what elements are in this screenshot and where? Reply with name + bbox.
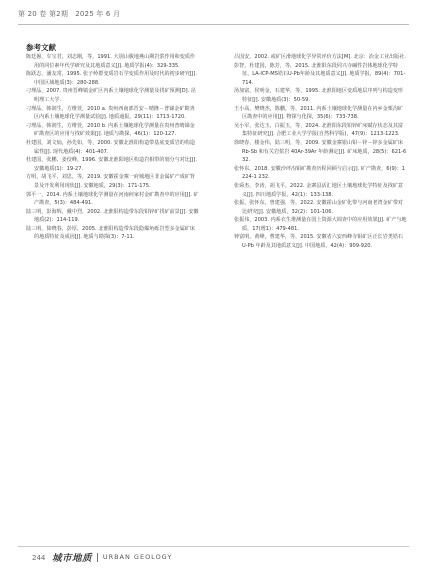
reference-entry: 刁理品，韩润生，方维萱，2010 b. 内系土壤地球化学测量在贵州普晴锑金矿勘查区的应用与找矿效果[J]. 地质与勘探，46(1)：120-127.: [26, 122, 195, 138]
reference-entry: 陆三明，徐晓春，彭厚，2005. 北淮阳构造带东段隐爆角砾岩型多金属矿床的地质特征及成因[J]. 地质与勘探(3)：7-11.: [26, 225, 196, 241]
page-number: 244: [32, 554, 46, 562]
reference-entry: 陈跃志，潘友常，1995. 张子岭群变质岩石学变质作用及时代的初步研究[J]. 中国区域地质(3)：280-288.: [26, 71, 198, 86]
page-header: [18, 8, 409, 25]
journal-brand: [52, 551, 172, 563]
reference-entry: 陈廷愚，车宝君，刘志刚，等，1991. 大别山腹地燕山期岩浆作用和变质作用的同位素年代学研究及其地质意义[J]. 地质学报(4)：329-335.: [26, 54, 196, 69]
reference-entry: 刁理品，韩润生，方维萱，2010 a. 贵州西南部晋安－晴隆－普锑金矿勘查区内系土壤地球化学测量试验[J]. 地质通报，29(11)：1713-1720.: [26, 105, 195, 121]
reference-entry: 汤加富，侯明金，石建华，等，1995. 北淮阳地区变质地层序列与构造变形特征[J]. 安徽地质(3)：50-59.: [234, 88, 404, 103]
journal-name-chinese: 城市地质: [52, 553, 93, 564]
references-right-column: [234, 53, 407, 251]
reference-entry: 王小高，樊晓杰，陈鹏，等，2011. 内系土壤地球化学测量在内乡金栗沟矿区勘查中的应用[J]. 物探与化探，35(6)：733-738.: [234, 105, 404, 121]
reference-entry: 吴小军，张达玉，白振玉，等，2024. 北淮阳东段铅锌矿床赋存状态及其富集特征研究[J]. 合肥工业大学学报(自然科学版)，47(9)：1213-1223.: [234, 122, 404, 138]
reference-entry: 彭智，杜建国，陈芳，等，2015. 北淮阳东段同兴寺碱性岩体地球化学特征、LA-ICP-MS锆石U-Pb年龄及其地质意义[J]. 地质学报，89(4)：701-714.: [234, 62, 406, 86]
reference-entry: 杜建国，刘文灿，孙先如，等，2000. 安徽北淮阳构造带基底变质岩的构造属性[J]. 现代地质(4)：401-407.: [26, 139, 196, 155]
reference-entry: 张怀东，2018. 安徽沙坪沟钼矿勘查历程回顾与启示[J]. 矿产勘查，6(9)：1224-1 232.: [234, 165, 406, 181]
reference-entry: 钟富明，黄峰，曹建华，等，2015. 安徽省六安西峰寺钼矿区正长岩类锆石 U-Pb 年龄及其地质意义[J]. 中国地质，42(4)：909-920.: [234, 234, 404, 250]
reference-entry: 吕国安，2002. 或矿区滑地球化学异常评价方法[M]. 北京：冶金工业出版社.: [234, 54, 407, 60]
brand-divider: [97, 553, 98, 562]
reference-entry: 刁理品，2007. 贵州晋峰镇金矿区内系土壤地球化学测量及找矿预测[D]. 昆明理工大学.: [26, 88, 196, 103]
references-left-column: [26, 53, 199, 242]
reference-entry: 方明，胡飞平，刘思，等，2019. 安徽霍金寨一府城地区非金属矿产成矿背景及开发利用现状[J]. 安徽地质，29(3)：171-175.: [26, 174, 196, 189]
journal-name-english: URBAN GEOLOGY: [102, 553, 173, 561]
references-heading: 参考文献: [26, 43, 56, 52]
reference-entry: 张舜杰，李涛，胡飞平，2022. 金寨县活汇地区土壤地球化学特征及找矿意义[J]. 四川地质学报，42(1)：133-138.: [234, 182, 404, 198]
reference-entry: 杜建国，张鹏，姜佼峰，1996. 安徽北淮阳地区构造岩相带的划分与对比[J]. 安徽地质(1)：19-27.: [26, 157, 198, 172]
journal-issue-info: 第 20 卷 第2期 2025 年 6 月: [18, 10, 121, 18]
reference-entry: 张振伟，2003. 内系衣生堆测量在国土资源大调查中的应用效果[J]. 矿产与地质，17(增1)：479-481.: [234, 217, 407, 232]
reference-entry: 郭平一，2014. 内系土壤地球化学测量在河南何家村金矿勘查中的应用[J]. 矿产勘查，5(3)：484-491.: [26, 191, 199, 207]
reference-entry: 陆三明，彭海辉，戴中烈，2002. 北淮阳构造带东段铅锌矿找矿前景[J]. 安徽地质(2)：114-119.: [26, 208, 199, 224]
reference-entry: 张振，张怀东，曾建强，等，2022. 安徽霍山金矿化带与河南老湾金矿带对比研究[J]. 安徽地质，32(2)：101-106.: [234, 200, 404, 215]
page-footer: [18, 546, 409, 567]
reference-entry: 徐晓春，楼金伟，陆三明，等，2009. 安徽金寨银山铅－锌－锌多金属矿床 Rb-Sb 和有关岩浆岩 40Ar-39Ar 年龄测定[J]. 矿床地质，28(5)：621-632.: [234, 139, 407, 164]
